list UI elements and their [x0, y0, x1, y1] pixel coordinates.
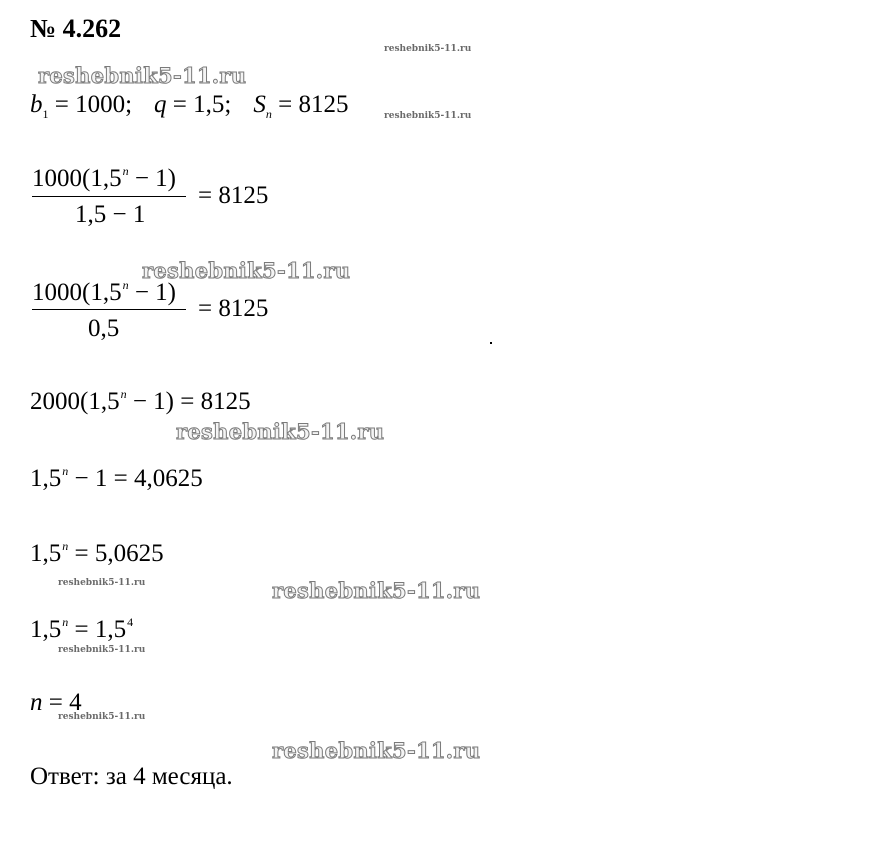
watermark-big: reshebnik5-11.ru — [142, 258, 351, 283]
watermark-small: reshebnik5-11.ru — [384, 44, 472, 54]
equation-step-4: $1,5^n - 1 = 4,0625$ — [30, 464, 203, 492]
sub-1: 1 — [42, 107, 49, 121]
b-value: = 1000; — [48, 91, 133, 118]
var-b: b — [30, 91, 43, 118]
sub-n: n — [265, 107, 272, 121]
equation-step-5: $1,5^n = 5,0625$ — [30, 539, 164, 567]
watermark-small: reshebnik5-11.ru — [58, 645, 146, 655]
var-s: S — [253, 91, 266, 118]
watermark-big: reshebnik5-11.ru — [272, 578, 481, 603]
watermark-big: reshebnik5-11.ru — [38, 63, 247, 88]
fraction-1-bar — [32, 196, 186, 197]
q-value: = 1,5; — [166, 91, 232, 118]
fraction-2-denominator: 0,5 — [88, 315, 120, 342]
watermark-small: reshebnik5-11.ru — [58, 578, 146, 588]
problem-number: № 4.262 — [30, 14, 122, 43]
fraction-2-bar — [32, 309, 186, 310]
var-q: q — [154, 91, 167, 118]
equation-step-6: $1,5^n = 1,5^4$ — [30, 615, 134, 643]
watermark-small: reshebnik5-11.ru — [58, 712, 146, 722]
equation-step-7: n = 4 — [30, 689, 82, 716]
equation-step-3: $2000(1,5^n - 1) = 8125$ — [30, 387, 251, 415]
fraction-2-rhs: = 8125 — [198, 295, 269, 322]
given-line — [30, 91, 349, 121]
watermark-big: reshebnik5-11.ru — [176, 419, 385, 444]
fraction-2-numerator: $1000(1,5^n - 1)$ — [32, 278, 177, 306]
fraction-1-denominator: 1,5 − 1 — [75, 201, 146, 228]
answer-line: Ответ: за 4 месяца. — [30, 763, 233, 790]
watermark-big: reshebnik5-11.ru — [272, 738, 481, 763]
fraction-1-rhs: = 8125 — [198, 182, 269, 209]
fraction-1-numerator: $1000(1,5^n - 1)$ — [32, 164, 177, 192]
watermark-small: reshebnik5-11.ru — [384, 111, 472, 121]
s-value: = 8125 — [271, 91, 349, 118]
stray-dot — [490, 342, 492, 344]
